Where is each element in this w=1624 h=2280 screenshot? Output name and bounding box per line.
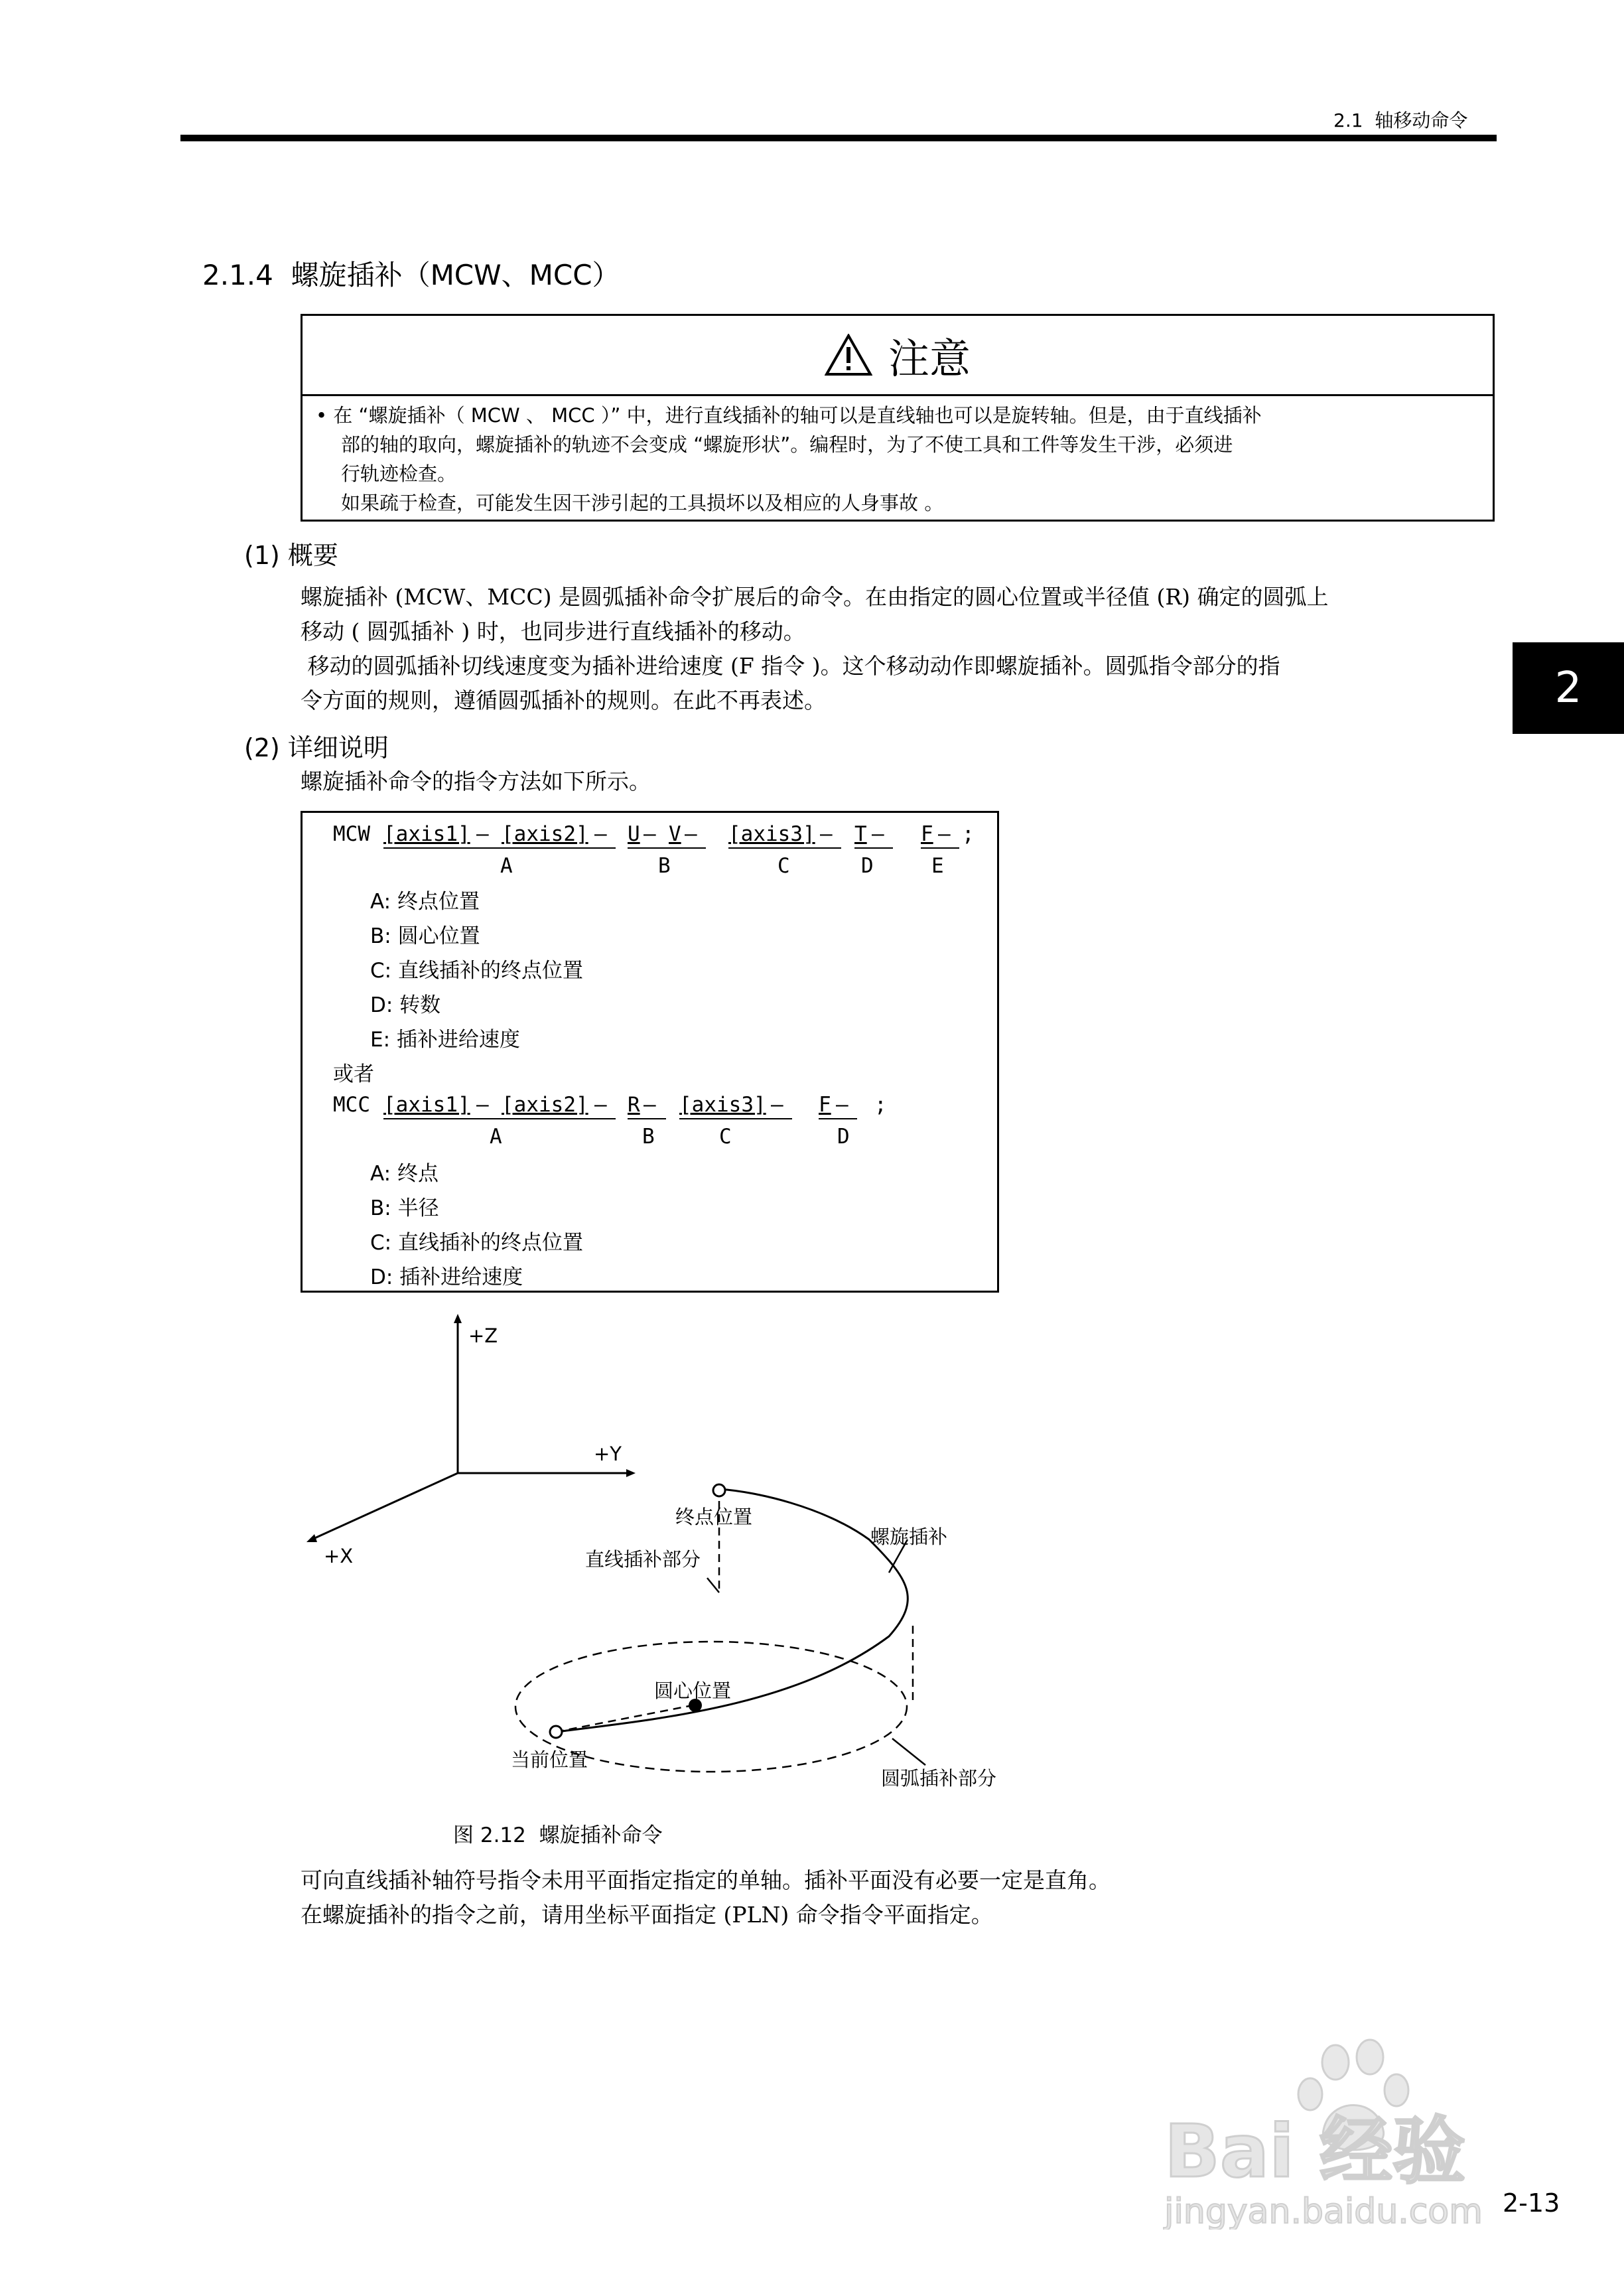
mcw-separator: — (938, 822, 951, 846)
caution-header (303, 316, 1493, 396)
mcw-separator: — (594, 822, 607, 846)
param-letter: A (500, 854, 513, 878)
mcw-axis3: [axis3] (728, 822, 815, 846)
param-definition: C: 直线插补的终点位置 (370, 1231, 583, 1255)
mcw-separator: — (820, 822, 833, 846)
overview-paragraph (301, 580, 1495, 718)
mcw-u: U (628, 822, 640, 846)
caution-line: 如果疏于检查，可能发生因干涉引起的工具损坏以及相应的人身事故 。 (341, 492, 944, 514)
mcc-separator: — (836, 1093, 848, 1117)
mcc-r: R (628, 1093, 640, 1117)
syntax-box (301, 811, 999, 1293)
underline-rule (383, 1118, 616, 1119)
paragraph-line: 移动的圆弧插补切线速度变为插补进给速度 (F 指令 )。这个移动动作即螺旋插补。圆弧指令部分的指 (301, 653, 1280, 679)
param-letter: E (931, 854, 944, 878)
center-label: 圆心位置 (654, 1679, 732, 1702)
watermark-text: Bai 经验 (1164, 2109, 1466, 2194)
end-point-marker (713, 1484, 725, 1496)
mcc-axis3: [axis3] (679, 1093, 766, 1117)
overview-heading: (1) 概要 (244, 541, 338, 570)
underline-rule (628, 1118, 666, 1119)
x-axis-label: +X (324, 1545, 354, 1567)
mcc-f: F (819, 1093, 831, 1117)
baidu-watermark (1158, 2031, 1529, 2232)
section-title: 2.1.4 螺旋插补（MCW、MCC） (202, 259, 620, 291)
caution-line: • 在 “螺旋插补（ MCW 、 MCC ）” 中，进行直线插补的轴可以是直线轴也可以是旋转轴。但是，由于直线插补 (316, 404, 1262, 427)
linear-leader (707, 1578, 719, 1593)
arc-leader (892, 1739, 925, 1765)
paragraph-line: 可向直线插补轴符号指令未用平面指定指定的单轴。插补平面没有必要一定是直角。 (301, 1867, 1111, 1893)
mcw-separator: — (476, 822, 489, 846)
mcw-separator: — (872, 822, 884, 846)
page-number: 2-13 (1503, 2188, 1560, 2218)
param-letter: A (490, 1125, 502, 1149)
bottom-paragraph (301, 1863, 1111, 1932)
mcw-axis1: [axis1] (383, 822, 470, 846)
underline-rule (679, 1118, 792, 1119)
param-definition: E: 插补进给速度 (370, 1028, 520, 1052)
mcc-separator: — (476, 1093, 489, 1117)
param-definition: D: 插补进给速度 (370, 1265, 523, 1289)
linear-part-label: 直线插补部分 (585, 1548, 701, 1571)
param-letter: B (642, 1125, 655, 1149)
mcc-separator: — (594, 1093, 607, 1117)
mcw-f: F (921, 822, 933, 846)
watermark-url: jingyan.baidu.com (1164, 2192, 1483, 2230)
details-heading: (2) 详细说明 (244, 733, 389, 762)
baidu-paw-logo (1158, 2031, 1529, 2230)
mcc-command: MCC (333, 1093, 370, 1117)
param-letter: C (719, 1125, 732, 1149)
arc-part-label: 圆弧插补部分 (881, 1767, 997, 1790)
mcw-v: V (669, 822, 681, 846)
paragraph-line: 移动 ( 圆弧插补 ) 时，也同步进行直线插补的移动。 (301, 618, 805, 644)
x-axis (312, 1473, 458, 1539)
helix-label: 螺旋插补 (870, 1526, 948, 1548)
header-rule (180, 135, 1497, 141)
mcc-semicolon: ; (874, 1093, 887, 1117)
caution-box (301, 314, 1495, 522)
mcw-separator: — (643, 822, 656, 846)
mcc-separator: — (771, 1093, 783, 1117)
paragraph-line: 在螺旋插补的指令之前，请用坐标平面指定 (PLN) 命令指令平面指定。 (301, 1902, 993, 1928)
param-definition: D: 转数 (370, 993, 441, 1017)
mcw-command: MCW (333, 822, 370, 846)
underline-rule (728, 847, 841, 849)
current-point-label: 当前位置 (511, 1748, 588, 1771)
y-axis-label: +Y (594, 1443, 622, 1465)
paragraph-line: 令方面的规则，遵循圆弧插补的规则。在此不再表述。 (301, 687, 826, 713)
current-point-marker (550, 1726, 562, 1738)
underline-rule (819, 1118, 857, 1119)
mcc-separator: — (643, 1093, 656, 1117)
param-letter: B (658, 854, 671, 878)
underline-rule (628, 847, 706, 849)
underline-rule (383, 847, 616, 849)
mcc-axis1: [axis1] (383, 1093, 470, 1117)
radius-dashed (556, 1705, 693, 1732)
paragraph-line: 螺旋插补 (MCW、MCC) 是圆弧插补命令扩展后的命令。在由指定的圆心位置或半径值 (R) 确定的圆弧上 (301, 584, 1329, 610)
mcw-axis2: [axis2] (502, 822, 588, 846)
mcw-separator: — (685, 822, 697, 846)
or-text: 或者 (333, 1062, 374, 1086)
param-letter: D (861, 854, 874, 878)
param-definition: A: 终点 (370, 1162, 439, 1186)
z-axis-label: +Z (468, 1324, 498, 1347)
chapter-tab: 2 (1513, 642, 1624, 734)
caution-body (316, 401, 1479, 518)
param-letter: C (778, 854, 790, 878)
underline-rule (854, 847, 893, 849)
param-definition: C: 直线插补的终点位置 (370, 959, 583, 983)
underline-rule (921, 847, 959, 849)
warning-triangle-icon (825, 334, 872, 376)
figure-caption: 图 2.12 螺旋插补命令 (453, 1823, 663, 1847)
param-definition: B: 圆心位置 (370, 924, 480, 948)
details-intro: 螺旋插补命令的指令方法如下所示。 (301, 768, 651, 794)
caution-line: 部的轴的取向，螺旋插补的轨迹不会变成 “螺旋形状”。编程时，为了不使工具和工件等发生干涉，必须进 (341, 433, 1233, 456)
caution-line: 行轨迹检查。 (341, 463, 457, 485)
mcc-axis2: [axis2] (502, 1093, 588, 1117)
end-point-label: 终点位置 (675, 1506, 753, 1528)
running-header: 2.1 轴移动命令 (1333, 109, 1468, 131)
param-letter: D (837, 1125, 850, 1149)
caution-title: 注意 (888, 334, 971, 383)
param-definition: A: 终点位置 (370, 890, 480, 914)
mcw-t: T (854, 822, 867, 846)
mcw-semicolon: ; (962, 822, 975, 846)
param-definition: B: 半径 (370, 1196, 439, 1220)
